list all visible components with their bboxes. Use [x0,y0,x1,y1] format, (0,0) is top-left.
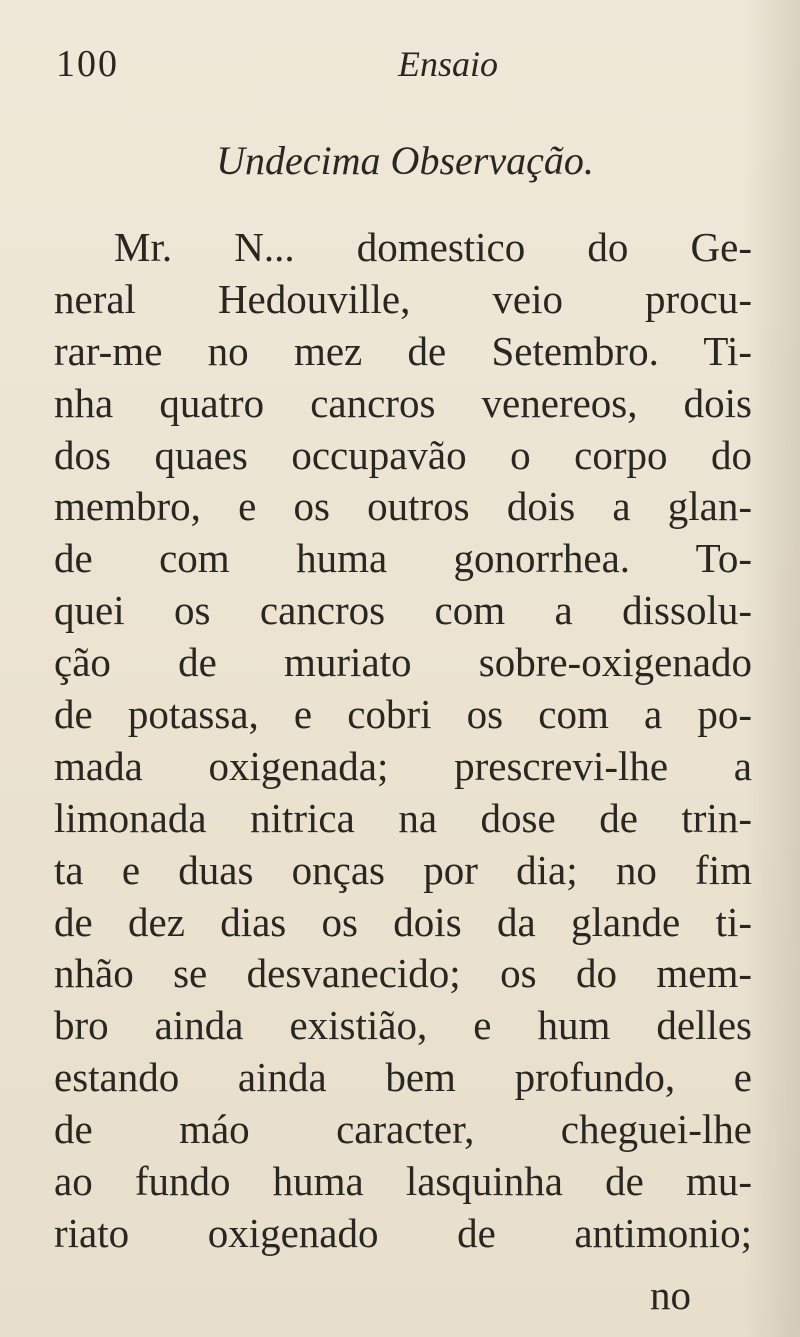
text-line: riato oxigenado de antimonio; [54,1209,752,1256]
text-line: limonada nitrica na dose de trin- [54,794,752,841]
running-title: Ensaio [398,44,499,84]
text-line: ção de muriato sobre-oxigenado [54,639,752,686]
text-line: de máo caracter, cheguei-lhe [54,1106,752,1153]
page-number: 100 [56,43,119,85]
text-line: estando ainda bem profundo, e [54,1054,752,1101]
text-line: dos quaes occupavão o corpo do [54,431,752,478]
text-line: nhão se desvanecido; os do mem- [54,950,752,997]
text-line: nha quatro cancros venereos, dois [54,379,752,426]
text-line: de potassa, e cobri os com a po- [54,691,752,738]
text-line: rar-me no mez de Setembro. Ti- [54,327,752,374]
text-line: de dez dias os dois da glande ti- [54,898,752,945]
text-line: bro ainda existião, e hum delles [54,1002,752,1049]
text-line: Mr. N... domestico do Ge- [114,224,752,270]
section-title: Undecima Observação. [216,138,594,183]
body-text [54,222,752,1260]
text-line: quei os cancros com a dissolu- [54,587,752,634]
text-line: neral Hedouville, veio procu- [54,275,752,322]
text-line: ao fundo huma lasquinha de mu- [54,1158,752,1205]
text-line: mada oxigenada; prescrevi-lhe a [54,742,752,789]
catchword: no [650,1272,691,1318]
text-line: ta e duas onças por dia; no fim [54,846,752,893]
text-line: membro, e os outros dois a glan- [54,483,752,530]
text-line: de com huma gonorrhea. To- [54,535,752,582]
running-head [0,44,800,84]
